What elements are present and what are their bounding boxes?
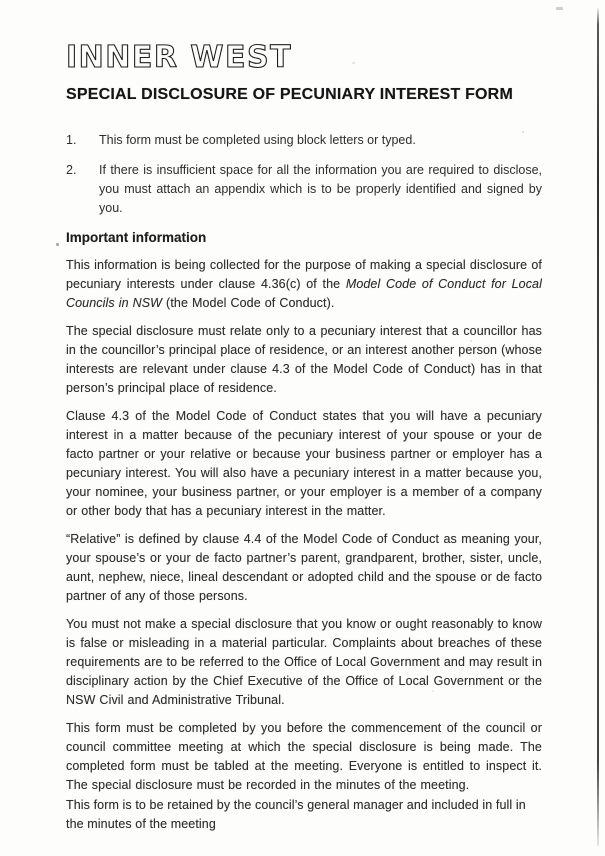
paragraph — [66, 615, 542, 710]
footer-note: This form is to be retained by the council’s general manager and included in full in the minutes of the meeting — [66, 798, 526, 831]
scan-artifact-line — [597, 8, 599, 846]
list-item-text: If there is insufficient space for all the information you are required to disclose, you must attach an appendix which is to be properly identified and signed by you. — [99, 163, 542, 215]
paragraph — [66, 322, 542, 398]
italic-text: Model Code of Conduct for Local Councils in NSW — [66, 277, 542, 310]
paragraph — [66, 530, 542, 606]
numbered-list — [66, 131, 542, 218]
page-title: SPECIAL DISCLOSURE OF PECUNIARY INTEREST FORM — [66, 86, 513, 103]
scan-speck — [556, 7, 563, 10]
section-heading-important-information: Important information — [66, 230, 207, 245]
paragraph — [66, 719, 542, 795]
paragraph — [66, 407, 542, 521]
list-item-number: 1. — [66, 133, 77, 147]
body-text: This form must be completed by you before the commencement of the council or council committee meeting at which the special disclosure is being made. The completed form must be tabled at the meeting. Everyone is entitled to inspect it. The special disclosure must be recorded in the minutes of the meeting. — [66, 721, 542, 792]
scan-speck — [522, 131, 524, 133]
inner-west-logo-text: INNER WEST — [66, 40, 293, 74]
body-text: This information is being collected for the purpose of making a special disclosure of pecuniary interests under clause 4.36(c) of the — [66, 258, 542, 291]
inner-west-logo-graphic — [66, 38, 311, 74]
scan-speck — [470, 340, 472, 342]
paragraph — [66, 256, 542, 313]
document-content — [66, 38, 542, 804]
scan-speck — [56, 243, 59, 246]
scan-speck — [432, 690, 434, 692]
list-item — [66, 131, 542, 150]
inner-west-logo — [66, 38, 542, 74]
body-text: You must not make a special disclosure that you know or ought reasonably to know is false or misleading in a material particular. Complaints about breaches of these requirements are to be referred to the Office of Local Government and may result in disciplinary action by the Chief Executive of the Office of Local Government or the NSW Civil and Administrative Tribunal. — [66, 617, 542, 707]
list-item-text: This form must be completed using block letters or typed. — [99, 133, 416, 147]
body-text: (the Model Code of Conduct). — [162, 296, 335, 310]
scan-speck — [92, 332, 94, 334]
body-text: “Relative” is defined by clause 4.4 of the Model Code of Conduct as meaning your, your spouse’s or your de facto partner’s parent, grandparent, brother, sister, uncle, aunt, nephew, niece, lineal descendant or adopted child and the spouse or de facto partner of any of those persons. — [66, 532, 542, 603]
scan-speck — [230, 760, 232, 762]
body-text: The special disclosure must relate only to a pecuniary interest that a councillor has in the councillor’s principal place of residence, or an interest another person (whose interests are relevant under clause 4.3 of the Model Code of Conduct) has in that person’s principal place of residence. — [66, 324, 542, 395]
list-item-number: 2. — [66, 163, 77, 177]
list-item — [66, 161, 542, 218]
paragraphs — [66, 256, 542, 795]
body-text: Clause 4.3 of the Model Code of Conduct states that you will have a pecuniary interest in a matter because of the pecuniary interest of your spouse or your de facto partner or your relative or because your business partner or employer has a pecuniary interest. You will also have a pecuniary interest in a matter because you, your nominee, your business partner, or your employer is a member of a company or other body that has a pecuniary interest in the matter. — [66, 409, 542, 518]
scan-speck — [352, 62, 355, 64]
